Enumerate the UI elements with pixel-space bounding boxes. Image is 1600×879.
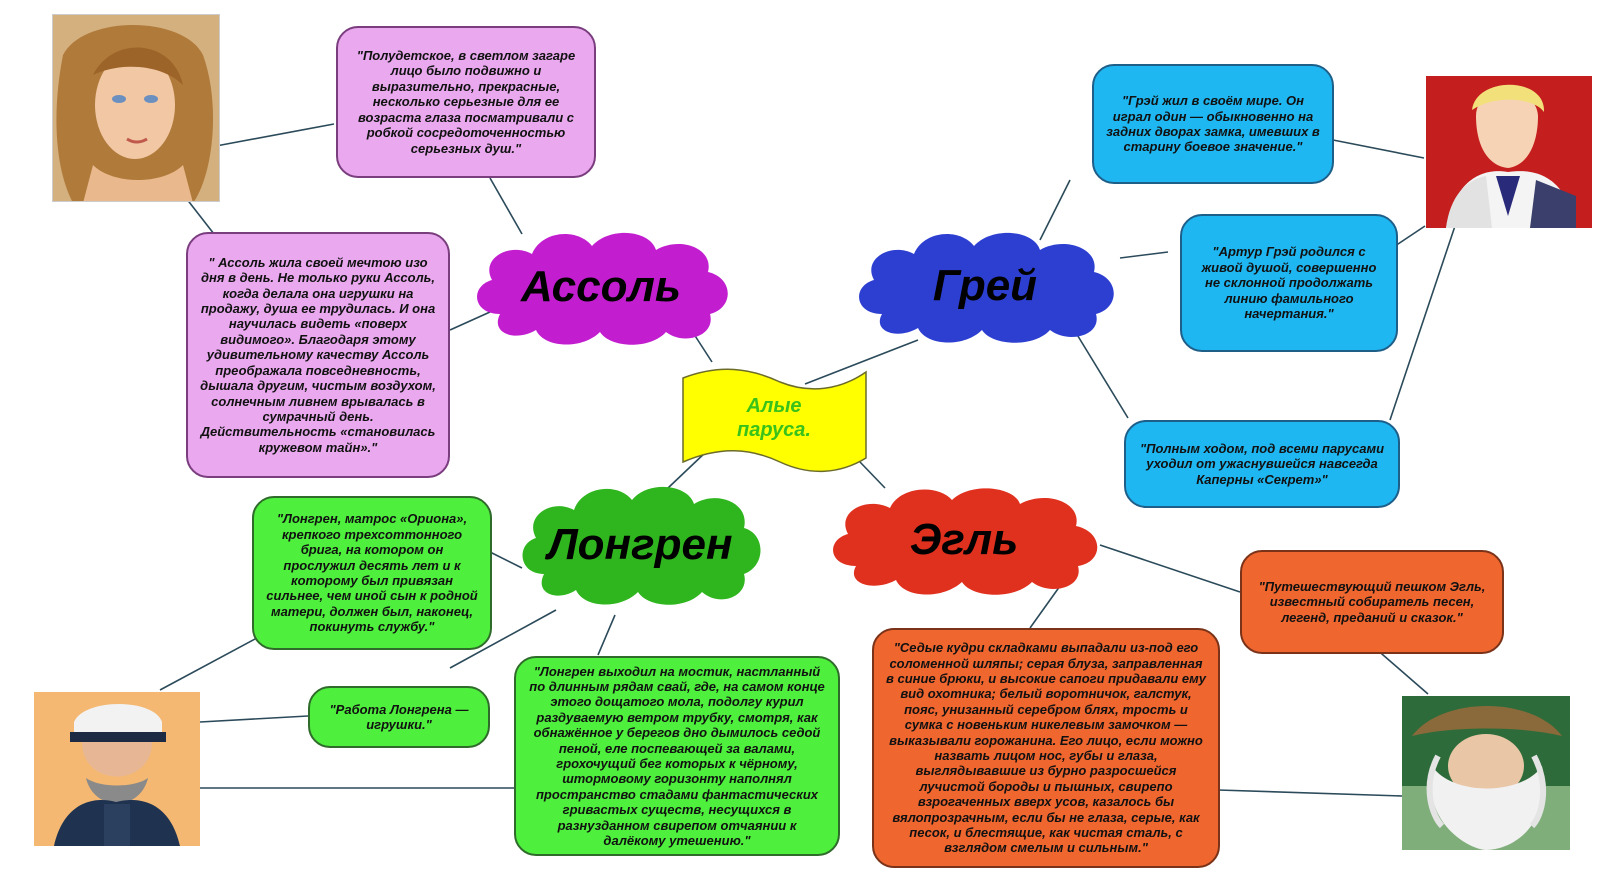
cloud-longren <box>516 482 764 608</box>
central-flag <box>680 362 868 474</box>
character-name-grey: Грей <box>932 261 1038 310</box>
character-name-longren: Лонгрен <box>547 520 733 569</box>
quote-egl-look: "Седые кудри складками выпадали из-под его соломенной шляпы; серая блуза, заправленная в синие брюки, и высокие сапоги придавали ему вид охотника; белый воротничок, галстук, пояс, унизанный серебром блях, трость и сумка с новеньким никелевым замочком — выказывали горожанина. Его лицо, если можно назвать лицом нос, губы и глаза, выглядывавшие из бурно разросшейся лучистой бороды и пышных, свирепо взрогаченных вверх усов, казалось бы вялопрозрачным, если бы не глаза, серые, как песок, и блестящие, как чистая сталь, с взглядом смелым и сильным." <box>872 628 1220 868</box>
quote-grey-secret: "Полным ходом, под всеми парусами уходил от ужаснувшейся навсегда Каперны «Секрет»" <box>1124 420 1400 508</box>
quote-assol-dream: " Ассоль жила своей мечтою изо дня в день. Не только руки Ассоль, когда делала она игрушки на продажу, душа ее трудилась. И она научилась видеть «поверх видимого». Благодаря этому удивительному качеству Ассоль преображала повседневность, дышала другим, чистым воздухом, солнечным ливнем врывалась в сумрачный день. Действительность «становилась кружевом тайн»." <box>186 232 450 478</box>
cloud-assol <box>470 228 732 346</box>
quote-longren-work: "Работа Лонгрена — игрушки." <box>308 686 490 748</box>
quote-assol-face: "Полудетское, в светлом загаре лицо было подвижно и выразительно, прекрасные, несколько серьезные для ее возраста глаза посматривали с робкой сосредоточенностью серьезных душ." <box>336 26 596 178</box>
quote-grey-born: "Артур Грэй родился с живой душой, совершенно не склонной продолжать линию фамильного начертания." <box>1180 214 1398 352</box>
quote-grey-world: "Грэй жил в своём мире. Он играл один — обыкновенно на задних дворах замка, имевших в старину боевое значение." <box>1092 64 1334 184</box>
cloud-egl <box>826 484 1102 596</box>
quote-longren-sailor: "Лонгрен, матрос «Ориона», крепкого трехсоттонного брига, на котором он прослужил десять лет и к которому был привязан сильнее, чем иной сын к родной матери, должен был, наконец, покинуть службу." <box>252 496 492 650</box>
longren-portrait <box>34 692 200 846</box>
quote-egl-traveler: "Путешествующий пешком Эгль, известный собиратель песен, легенд, преданий и сказок." <box>1240 550 1504 654</box>
flag-title-line1: Алые <box>746 395 802 417</box>
egl-portrait <box>1402 696 1570 850</box>
flag-title-line2: паруса. <box>737 419 811 441</box>
grey-portrait <box>1426 76 1592 228</box>
assol-portrait <box>52 14 220 202</box>
character-name-assol: Ассоль <box>521 262 681 311</box>
character-name-egl: Эгль <box>909 515 1019 564</box>
quote-longren-pier: "Лонгрен выходил на мостик, настланный по длинным рядам свай, где, на самом конце этого дощатого мола, подолгу курил раздуваемую ветром трубку, смотря, как обнажённое у берегов дно дымилось седой пеной, еле поспевающей за валами, грохочущий бег которых к чёрному, штормовому горизонту наполнял пространство стадами фантастических гривастых существ, несущихся в разнузданном свирепом отчаянии к далёкому утешению." <box>514 656 840 856</box>
cloud-grey <box>852 228 1118 344</box>
